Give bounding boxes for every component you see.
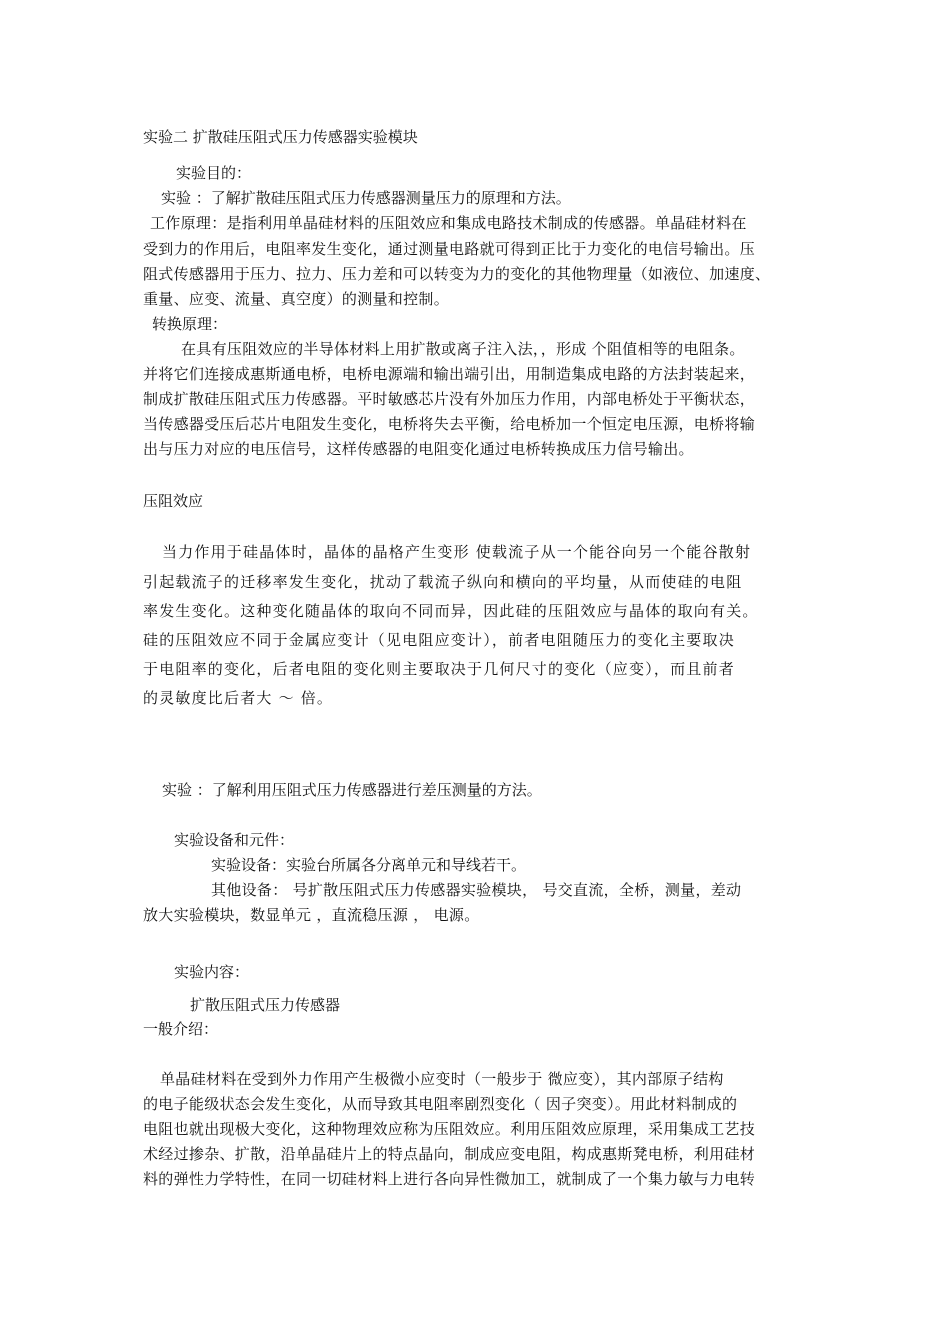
principle-line: 受到力的作用后，电阻率发生变化，通过测量电路就可得到正比于力变化的电信号输出。压 <box>143 240 756 258</box>
purpose-line-2: 实验 ：了解利用压阻式压力传感器进行差压测量的方法。 <box>162 781 542 799</box>
purpose-line-1: 实验 ：了解扩散硅压阻式压力传感器测量压力的原理和方法。 <box>161 189 571 207</box>
piezo-line: 率发生变化。这种变化随晶体的取向不同而异，因此硅的压阻效应与晶体的取向有关。 <box>143 602 759 620</box>
intro-line: 的电子能级状态会发生变化，从而导致其电阻率剧烈变化（ 因子突变）。用此材料制成的 <box>143 1095 738 1113</box>
conversion-line: 在具有压阻效应的半导体材料上用扩散或离子注入法，，形成 个阻值相等的电阻条。 <box>181 340 745 358</box>
sensor-heading: 扩散压阻式压力传感器 <box>190 996 341 1014</box>
piezo-line: 引起载流子的迁移率发生变化，扰动了载流子纵向和横向的平均量，从而使硅的电阻 <box>143 573 743 591</box>
intro-heading: 一般介绍： <box>143 1020 219 1038</box>
principle-line: 重量、应变、流量、真空度）的测量和控制。 <box>143 290 450 308</box>
intro-line: 电阻也就出现极大变化，这种物理效应称为压阻效应。利用压阻效应原理，采用集成工艺技 <box>143 1120 756 1138</box>
conversion-line: 当传感器受压后芯片电阻发生变化，电桥将失去平衡，给电桥加一个恒定电压源，电桥将输 <box>143 415 756 433</box>
principle-line: 工作原理：是指利用单晶硅材料的压阻效应和集成电路技术制成的传感器。单晶硅材料在 <box>150 214 747 232</box>
conversion-line: 出与压力对应的电压信号，这样传感器的电阻变化通过电桥转换成压力信号输出。 <box>143 440 694 458</box>
equipment-line-1: 实验设备：实验台所属各分离单元和导线若干。 <box>211 856 527 874</box>
equipment-heading: 实验设备和元件： <box>174 831 295 849</box>
conversion-heading: 转换原理： <box>152 315 228 333</box>
document-title: 实验二 扩散硅压阻式压力传感器实验模块 <box>143 128 418 146</box>
piezo-line: 于电阻率的变化，后者电阻的变化则主要取决于几何尺寸的变化（应变），而且前者 <box>143 660 735 678</box>
conversion-line: 制成扩散硅压阻式压力传感器。平时敏感芯片没有外加压力作用，内部电桥处于平衡状态， <box>143 390 756 408</box>
intro-line: 料的弹性力学特性，在同一切硅材料上进行各向异性微加工，就制成了一个集力敏与力电转 <box>143 1170 756 1188</box>
principle-line: 阻式传感器用于压力、拉力、压力差和可以转变为力的变化的其他物理量（如液位、加速度、 <box>143 265 771 283</box>
content-heading: 实验内容： <box>174 963 250 981</box>
purpose-heading: 实验目的： <box>176 164 252 182</box>
piezo-line: 当力作用于硅晶体时，晶体的晶格产生变形 使载流子从一个能谷向另一个能谷散射 <box>162 543 752 561</box>
piezo-heading: 压阻效应 <box>143 492 204 510</box>
intro-line: 术经过掺杂、扩散，沿单晶硅片上的特点晶向，制成应变电阻，构成惠斯凳电桥，利用硅材 <box>143 1145 756 1163</box>
equipment-line-3: 放大实验模块，数显单元 ，直流稳压源 ， 电源。 <box>143 906 480 924</box>
piezo-line: 硅的压阻效应不同于金属应变计（见电阻应变计），前者电阻随压力的变化主要取决 <box>143 631 735 649</box>
conversion-line: 并将它们连接成惠斯通电桥，电桥电源端和输出端引出，用制造集成电路的方法封装起来， <box>143 365 756 383</box>
piezo-line: 的灵敏度比后者大 ～ 倍。 <box>143 689 334 707</box>
equipment-line-2: 其他设备： 号扩散压阻式压力传感器实验模块， 号交直流，全桥，测量，差动 <box>211 881 742 899</box>
intro-line: 单晶硅材料在受到外力作用产生极微小应变时（一般步于 微应变），其内部原子结构 <box>160 1070 724 1088</box>
